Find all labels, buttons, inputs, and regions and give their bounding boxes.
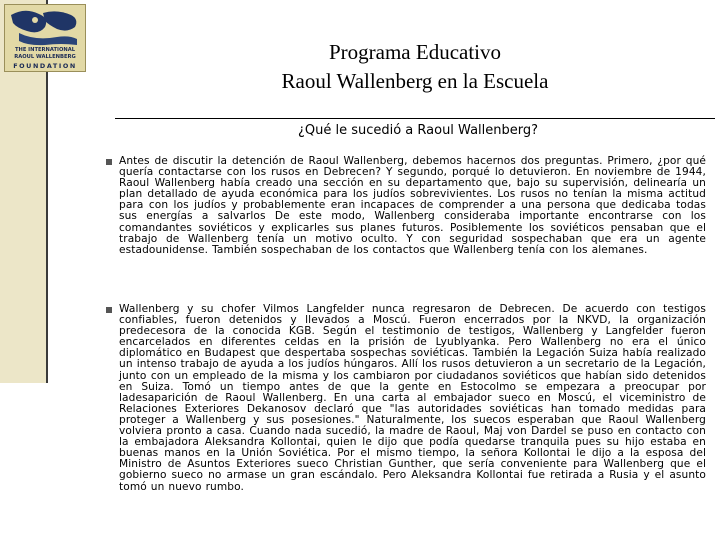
logo-text-line2: RAOUL WALLENBERG (14, 54, 76, 60)
title-line2: Raoul Wallenberg en la Escuela (281, 69, 549, 93)
title-line1: Programa Educativo (328, 40, 502, 64)
logo-emblem-icon (5, 5, 85, 49)
paragraph-bullet-icon (106, 307, 112, 313)
section-heading: ¿Qué le sucedió a Raoul Wallenberg? (297, 123, 539, 138)
paragraph-1: Antes de discutir la detención de Raoul Wallenberg, debemos hacernos dos preguntas. Primero, ¿por qué quería contactarse con los rusos en Debrecen? Y segundo, porqué lo detuvieron. En noviembre de 1944, Raoul Wallenberg había creado una sección en su departamento que, bajo su supervisión, delinearía un plan detallado de ayuda económica para los judíos sobrevivientes. Los rusos no tenían la misma actitud para con los judíos y probablemente eran incapaces de comprender a una persona que dedicaba todas sus energías a salvarlos De este modo, Wallenberg consideraba importante encontrarse con los comandantes soviéticos y explicarles sus planes futuros. Posiblemente los soviéticos pensaban que el trabajo de Wallenberg tenía un motivo oculto. Y con seguridad sospechaban que era un agente estadounidense. También sospechaban de los contactos que Wallenberg tenía con los alemanes. (119, 155, 706, 256)
logo-text-line1: THE INTERNATIONAL (14, 47, 76, 53)
title-divider (115, 118, 715, 119)
logo-text-line3: FOUNDATION (13, 62, 77, 70)
foundation-logo (4, 4, 86, 72)
paragraph-bullet-icon (106, 159, 112, 165)
page-title (150, 38, 680, 96)
paragraph-2: Wallenberg y su chofer Vilmos Langfelder nunca regresaron de Debrecen. De acuerdo con testigos confiables, fueron detenidos y llevados a Moscú. Fueron encerrados por la NKVD, la organización predecesora de la conocida KGB. Según el testimonio de testigos, Wallenberg y Langfelder fueron encarcelados en diferentes celdas en la prisión de Lyublyanka. Pero Wallenberg no era el único diplomático en Budapest que despertaba sospechas soviéticas. También la Legación Suiza había realizado un intenso trabajo de ayuda a los judíos húngaros. Allí los rusos detuvieron a un secretario de la Legación, junto con un empleado de la misma y los cambiaron por ciudadanos soviéticos que habían sido detenidos en Suiza. Tomó un tiempo antes de que la gente en Estocolmo se empezara a preocupar por ladesaparición de Raoul Wallenberg. En una carta al embajador sueco en Moscú, el viceministro de Relaciones Exteriores Dekanosov declaró que "las autoridades soviéticas han tomado medidas para proteger a Wallenberg y sus posesiones." Naturalmente, los suecos esperaban que Raoul Wallenberg volviera pronto a casa. Cuando nada sucedió, la madre de Raoul, Maj von Dardel se puso en contacto con la embajadora Aleksandra Kollontai, quien le dijo que podía quedarse tranquila pues su hijo estaba en buenas manos en la Unión Soviética. Por el mismo tiempo, la señora Kollontai le dijo a la esposa del Ministro de Asuntos Exteriores sueco Christian Gunther, que sería conveniente para Wallenberg que el gobierno sueco no armase un gran escándalo. Pero Aleksandra Kollontai fue retirada a Rusia y el asunto tomó un nuevo rumbo. (119, 303, 706, 493)
